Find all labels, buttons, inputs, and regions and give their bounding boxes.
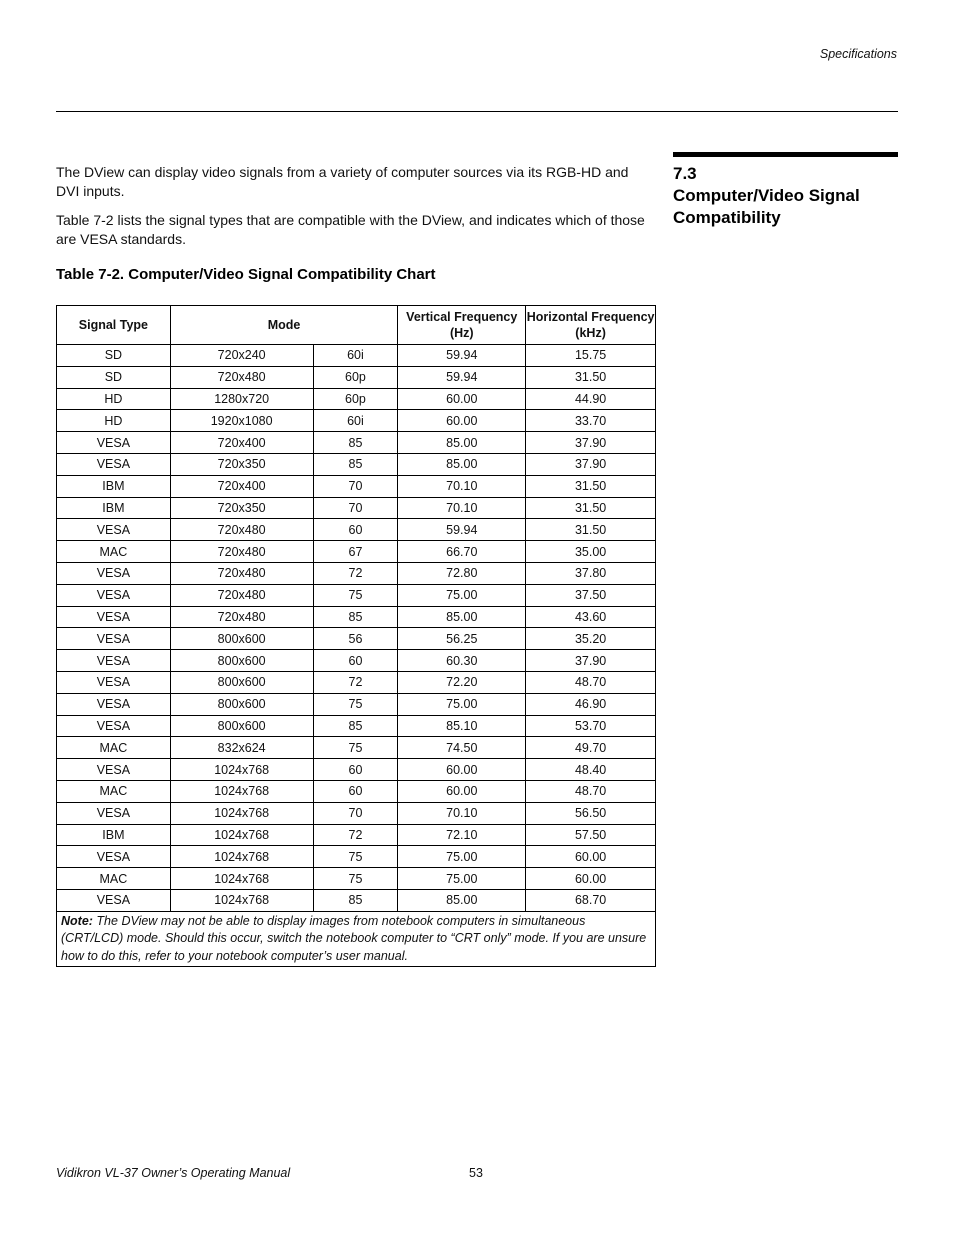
cell-vertical-frequency: 66.70 [398, 541, 526, 563]
cell-resolution: 1024x768 [170, 802, 313, 824]
cell-resolution: 1024x768 [170, 759, 313, 781]
cell-signal-type: VESA [57, 846, 171, 868]
cell-vertical-frequency: 60.30 [398, 650, 526, 672]
cell-horizontal-frequency: 37.80 [526, 562, 656, 584]
table-row [57, 410, 656, 432]
intro-text [56, 163, 654, 259]
cell-refresh: 85 [313, 432, 398, 454]
cell-resolution: 1024x768 [170, 889, 313, 911]
cell-refresh: 60i [313, 410, 398, 432]
section-title: Computer/Video Signal Compatibility [673, 186, 860, 227]
cell-vertical-frequency: 59.94 [398, 519, 526, 541]
cell-vertical-frequency: 85.10 [398, 715, 526, 737]
cell-vertical-frequency: 85.00 [398, 453, 526, 475]
cell-vertical-frequency: 60.00 [398, 410, 526, 432]
cell-vertical-frequency: 74.50 [398, 737, 526, 759]
intro-paragraph-1: The DView can display video signals from a variety of computer sources via its RGB-HD and DVI inputs. [56, 164, 629, 199]
cell-refresh: 75 [313, 693, 398, 715]
cell-signal-type: MAC [57, 780, 171, 802]
cell-refresh: 60 [313, 519, 398, 541]
cell-vertical-frequency: 75.00 [398, 868, 526, 890]
cell-refresh: 60 [313, 759, 398, 781]
cell-refresh: 72 [313, 562, 398, 584]
cell-signal-type: VESA [57, 650, 171, 672]
cell-refresh: 60 [313, 780, 398, 802]
note-text: The DView may not be able to display images from notebook computers in simultaneous (CRT/LCD) mode. Should this occur, switch the notebook computer to “CRT only” mode. If you are unsure how to do this, refer to your notebook computer’s user manual. [61, 913, 647, 963]
cell-resolution: 720x480 [170, 366, 313, 388]
cell-signal-type: VESA [57, 671, 171, 693]
cell-refresh: 85 [313, 889, 398, 911]
cell-horizontal-frequency: 33.70 [526, 410, 656, 432]
cell-refresh: 60p [313, 366, 398, 388]
cell-refresh: 60i [313, 345, 398, 367]
table-row [57, 715, 656, 737]
cell-vertical-frequency: 72.10 [398, 824, 526, 846]
cell-horizontal-frequency: 48.70 [526, 671, 656, 693]
cell-signal-type: VESA [57, 759, 171, 781]
footer-manual-title: Vidikron VL-37 Owner’s Operating Manual [56, 1166, 291, 1180]
cell-horizontal-frequency: 31.50 [526, 366, 656, 388]
table-row [57, 432, 656, 454]
table-note [57, 911, 656, 967]
cell-refresh: 72 [313, 671, 398, 693]
table-row [57, 562, 656, 584]
cell-refresh: 70 [313, 802, 398, 824]
running-head: Specifications [819, 47, 897, 61]
cell-resolution: 720x480 [170, 562, 313, 584]
cell-horizontal-frequency: 53.70 [526, 715, 656, 737]
cell-resolution: 720x240 [170, 345, 313, 367]
cell-refresh: 85 [313, 453, 398, 475]
cell-vertical-frequency: 75.00 [398, 693, 526, 715]
cell-horizontal-frequency: 35.00 [526, 541, 656, 563]
section-number: 7.3 [673, 164, 697, 183]
cell-refresh: 70 [313, 497, 398, 519]
table-row [57, 889, 656, 911]
cell-vertical-frequency: 60.00 [398, 388, 526, 410]
header-signal-type: Signal Type [57, 306, 171, 345]
cell-signal-type: HD [57, 388, 171, 410]
table-row [57, 497, 656, 519]
section-heading [673, 163, 898, 229]
table-row [57, 584, 656, 606]
cell-horizontal-frequency: 31.50 [526, 475, 656, 497]
cell-signal-type: VESA [57, 802, 171, 824]
cell-vertical-frequency: 85.00 [398, 889, 526, 911]
table-row [57, 693, 656, 715]
cell-horizontal-frequency: 57.50 [526, 824, 656, 846]
cell-signal-type: VESA [57, 628, 171, 650]
cell-signal-type: VESA [57, 519, 171, 541]
cell-vertical-frequency: 75.00 [398, 584, 526, 606]
note-label: Note: [61, 913, 93, 928]
table-row [57, 475, 656, 497]
cell-horizontal-frequency: 15.75 [526, 345, 656, 367]
cell-signal-type: VESA [57, 693, 171, 715]
cell-refresh: 85 [313, 606, 398, 628]
cell-vertical-frequency: 70.10 [398, 497, 526, 519]
table-row [57, 541, 656, 563]
cell-refresh: 75 [313, 868, 398, 890]
cell-resolution: 1024x768 [170, 824, 313, 846]
table-row [57, 759, 656, 781]
table-row [57, 846, 656, 868]
cell-refresh: 75 [313, 846, 398, 868]
cell-refresh: 60 [313, 650, 398, 672]
cell-resolution: 1920x1080 [170, 410, 313, 432]
table-row [57, 606, 656, 628]
signal-compatibility-table [56, 305, 656, 967]
cell-resolution: 1024x768 [170, 780, 313, 802]
cell-resolution: 720x480 [170, 584, 313, 606]
cell-vertical-frequency: 60.00 [398, 759, 526, 781]
cell-resolution: 800x600 [170, 693, 313, 715]
cell-resolution: 720x480 [170, 541, 313, 563]
table-row [57, 737, 656, 759]
cell-horizontal-frequency: 31.50 [526, 519, 656, 541]
header-horizontal-frequency: Horizontal Frequency (kHz) [526, 306, 656, 345]
cell-signal-type: IBM [57, 497, 171, 519]
cell-horizontal-frequency: 60.00 [526, 868, 656, 890]
cell-refresh: 70 [313, 475, 398, 497]
cell-signal-type: VESA [57, 584, 171, 606]
cell-signal-type: VESA [57, 453, 171, 475]
cell-signal-type: VESA [57, 562, 171, 584]
cell-signal-type: MAC [57, 868, 171, 890]
cell-signal-type: SD [57, 345, 171, 367]
cell-horizontal-frequency: 56.50 [526, 802, 656, 824]
cell-vertical-frequency: 59.94 [398, 345, 526, 367]
cell-horizontal-frequency: 48.40 [526, 759, 656, 781]
cell-refresh: 67 [313, 541, 398, 563]
table-row [57, 824, 656, 846]
cell-horizontal-frequency: 35.20 [526, 628, 656, 650]
cell-signal-type: HD [57, 410, 171, 432]
cell-refresh: 72 [313, 824, 398, 846]
table-header-row [57, 306, 656, 345]
table-row [57, 671, 656, 693]
cell-horizontal-frequency: 37.50 [526, 584, 656, 606]
table-row [57, 650, 656, 672]
cell-vertical-frequency: 60.00 [398, 780, 526, 802]
cell-vertical-frequency: 56.25 [398, 628, 526, 650]
intro-paragraph-2: Table 7-2 lists the signal types that are compatible with the DView, and indicates which of those are VESA standards. [56, 212, 645, 247]
cell-resolution: 1024x768 [170, 868, 313, 890]
cell-refresh: 56 [313, 628, 398, 650]
cell-signal-type: VESA [57, 715, 171, 737]
table-row [57, 453, 656, 475]
cell-resolution: 720x480 [170, 606, 313, 628]
header-vertical-frequency: Vertical Frequency (Hz) [398, 306, 526, 345]
cell-resolution: 720x400 [170, 432, 313, 454]
cell-vertical-frequency: 72.80 [398, 562, 526, 584]
footer-page-number: 53 [469, 1166, 483, 1180]
table-row [57, 628, 656, 650]
cell-horizontal-frequency: 37.90 [526, 453, 656, 475]
cell-vertical-frequency: 70.10 [398, 802, 526, 824]
table-row [57, 366, 656, 388]
table-row [57, 780, 656, 802]
cell-vertical-frequency: 72.20 [398, 671, 526, 693]
cell-refresh: 60p [313, 388, 398, 410]
cell-horizontal-frequency: 60.00 [526, 846, 656, 868]
cell-vertical-frequency: 85.00 [398, 432, 526, 454]
cell-resolution: 832x624 [170, 737, 313, 759]
cell-horizontal-frequency: 46.90 [526, 693, 656, 715]
cell-vertical-frequency: 85.00 [398, 606, 526, 628]
cell-horizontal-frequency: 31.50 [526, 497, 656, 519]
cell-vertical-frequency: 59.94 [398, 366, 526, 388]
cell-horizontal-frequency: 49.70 [526, 737, 656, 759]
table-caption: Table 7-2. Computer/Video Signal Compatibility Chart [56, 266, 436, 283]
cell-vertical-frequency: 75.00 [398, 846, 526, 868]
cell-signal-type: VESA [57, 606, 171, 628]
cell-resolution: 800x600 [170, 628, 313, 650]
cell-resolution: 1024x768 [170, 846, 313, 868]
cell-vertical-frequency: 70.10 [398, 475, 526, 497]
cell-horizontal-frequency: 44.90 [526, 388, 656, 410]
table-row [57, 345, 656, 367]
section-bar [673, 152, 898, 157]
table-note-row [57, 911, 656, 967]
cell-signal-type: IBM [57, 824, 171, 846]
table-row [57, 388, 656, 410]
top-rule [56, 111, 898, 112]
cell-refresh: 85 [313, 715, 398, 737]
cell-resolution: 800x600 [170, 671, 313, 693]
cell-signal-type: VESA [57, 432, 171, 454]
cell-resolution: 800x600 [170, 650, 313, 672]
cell-resolution: 720x400 [170, 475, 313, 497]
cell-horizontal-frequency: 37.90 [526, 650, 656, 672]
cell-signal-type: MAC [57, 541, 171, 563]
table-row [57, 868, 656, 890]
cell-horizontal-frequency: 68.70 [526, 889, 656, 911]
cell-resolution: 720x350 [170, 497, 313, 519]
cell-resolution: 720x350 [170, 453, 313, 475]
header-mode: Mode [170, 306, 398, 345]
cell-horizontal-frequency: 48.70 [526, 780, 656, 802]
cell-horizontal-frequency: 37.90 [526, 432, 656, 454]
cell-resolution: 800x600 [170, 715, 313, 737]
cell-resolution: 720x480 [170, 519, 313, 541]
cell-refresh: 75 [313, 737, 398, 759]
cell-signal-type: MAC [57, 737, 171, 759]
cell-signal-type: VESA [57, 889, 171, 911]
cell-signal-type: SD [57, 366, 171, 388]
cell-horizontal-frequency: 43.60 [526, 606, 656, 628]
table-row [57, 519, 656, 541]
table-row [57, 802, 656, 824]
cell-refresh: 75 [313, 584, 398, 606]
table-body [57, 345, 656, 912]
cell-resolution: 1280x720 [170, 388, 313, 410]
cell-signal-type: IBM [57, 475, 171, 497]
